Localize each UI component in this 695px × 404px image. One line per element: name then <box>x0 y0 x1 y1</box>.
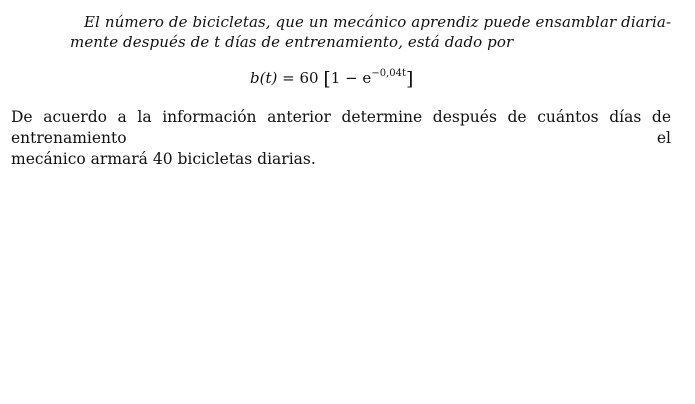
formula-equals: = <box>282 69 295 87</box>
formula-lhs: b(t) <box>250 69 278 87</box>
question-paragraph <box>11 107 671 170</box>
formula-close-bracket: ] <box>405 68 414 90</box>
formula-coefficient: 60 <box>299 69 319 87</box>
question-line-2: mecánico armará 40 bicicletas diarias. <box>11 150 316 168</box>
intro-line-1: El número de bicicletas, que un mecánico aprendiz puede ensamblar diaria- <box>84 13 672 31</box>
intro-line-2: mente después de t días de entrenamiento, está dado por <box>70 33 514 51</box>
intro-paragraph <box>70 12 672 52</box>
formula-open-bracket: [ <box>323 68 331 90</box>
formula-exponent: −0,04t <box>371 68 406 79</box>
question-line-1: De acuerdo a la información anterior determine después de cuántos días de entrenamiento el <box>11 108 671 147</box>
formula <box>250 62 413 91</box>
formula-inner: 1 − e <box>330 69 372 87</box>
